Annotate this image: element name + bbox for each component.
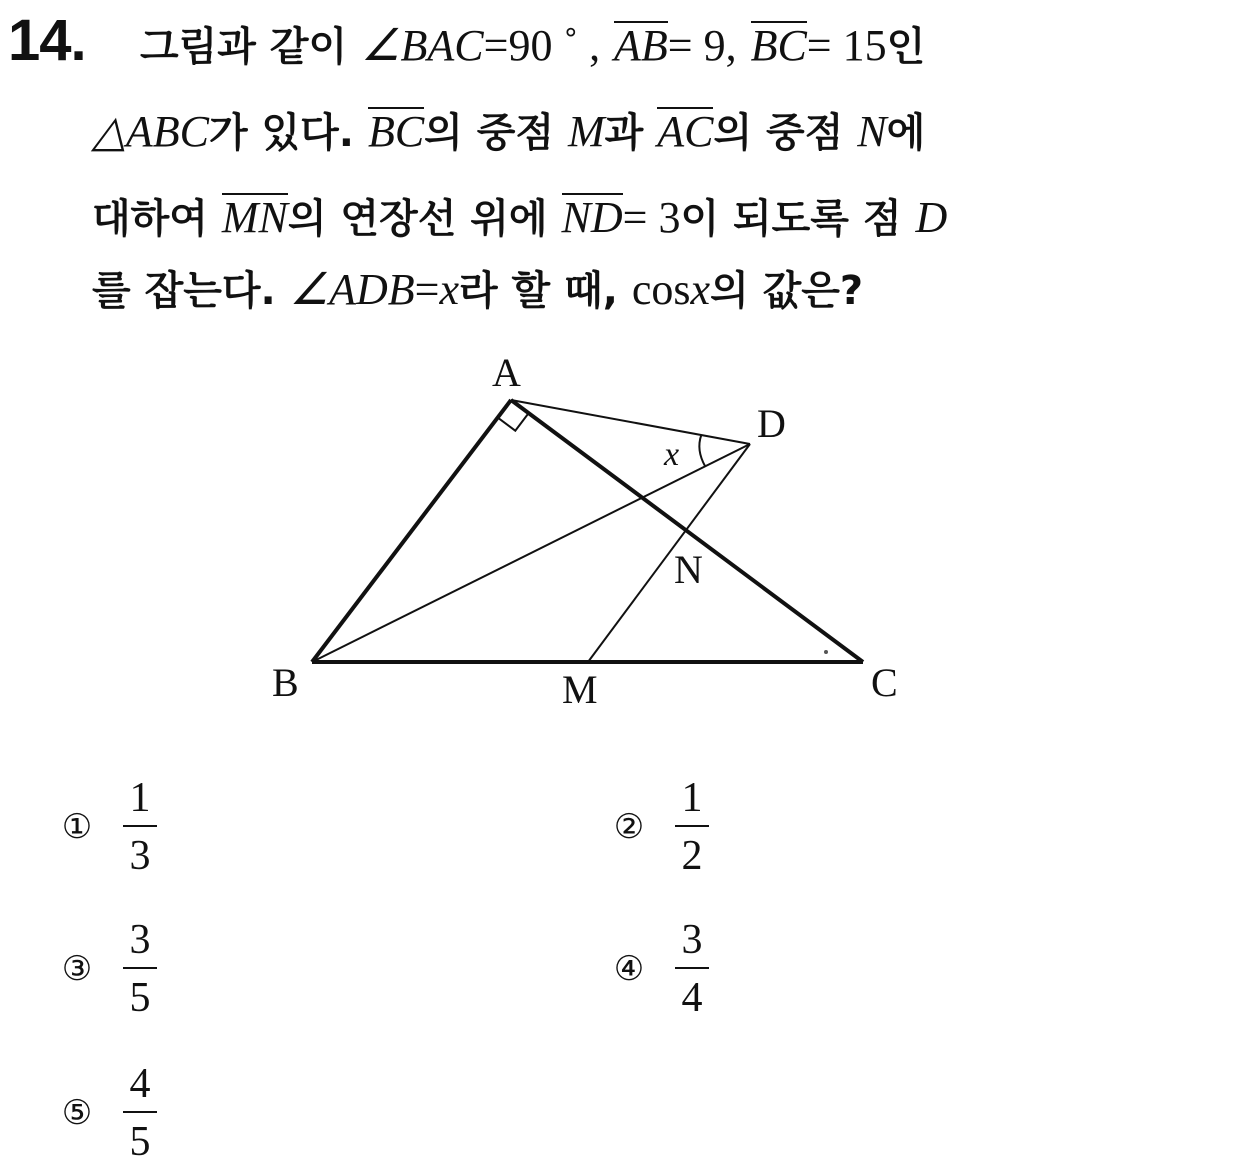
math-var-x: x xyxy=(690,265,711,314)
stem-text: 가 있다. xyxy=(208,110,354,156)
math-triangle-abc: △ABC xyxy=(92,107,209,156)
numerator: 4 xyxy=(129,1061,151,1107)
denominator: 4 xyxy=(681,975,703,1021)
math-point-d: D xyxy=(915,193,948,242)
label-n: N xyxy=(674,547,703,592)
choice-mark: ⑤ xyxy=(61,1093,93,1133)
fraction-bar xyxy=(675,825,709,827)
fraction-bar xyxy=(123,825,157,827)
math-angle-adb: ∠ADB xyxy=(289,265,415,314)
math-point-m: M xyxy=(567,107,605,156)
fraction-bar xyxy=(123,967,157,969)
choice-mark: ③ xyxy=(61,949,93,989)
stem-text: 의 연장선 위에 xyxy=(287,196,548,242)
numerator: 3 xyxy=(681,917,703,963)
stem-text: 의 값은? xyxy=(710,268,864,314)
tick-mark-c xyxy=(824,650,828,654)
numerator: 1 xyxy=(129,775,151,821)
math-angle-bac: ∠BAC xyxy=(361,21,484,70)
math-segment-ab: AB xyxy=(614,21,668,70)
stem-text: 인 xyxy=(886,24,926,70)
math-eq-9: = 9, xyxy=(667,21,737,70)
question-number: 14. xyxy=(8,8,86,73)
choice-mark: ① xyxy=(61,807,93,847)
math-eq-3: = 3 xyxy=(622,193,681,242)
stem-line-1 xyxy=(140,18,925,74)
math-cos: cos xyxy=(631,265,691,314)
stem-text: 과 xyxy=(604,110,644,156)
label-m: M xyxy=(562,667,598,712)
choice-3[interactable] xyxy=(55,917,157,1021)
math-segment-ac: AC xyxy=(657,107,714,156)
angle-x-arc xyxy=(699,435,705,466)
numerator: 1 xyxy=(681,775,703,821)
segment-bd xyxy=(312,444,750,662)
math-segment-bc: BC xyxy=(367,107,425,156)
label-x: x xyxy=(664,436,680,473)
choice-4[interactable] xyxy=(607,917,709,1021)
denominator: 3 xyxy=(129,833,151,879)
fraction xyxy=(123,1061,157,1165)
stem-text: 대하여 xyxy=(92,196,208,242)
label-d: D xyxy=(757,401,786,446)
stem-line-4 xyxy=(92,262,863,318)
fraction xyxy=(123,917,157,1021)
label-b: B xyxy=(272,660,299,705)
math-segment-mn: MN xyxy=(221,193,288,242)
fraction xyxy=(675,917,709,1021)
math-var-x: x xyxy=(439,265,459,314)
math-point-n: N xyxy=(857,107,887,156)
fraction-bar xyxy=(123,1111,157,1113)
choice-mark: ② xyxy=(613,807,645,847)
stem-text: 이 되도록 점 xyxy=(680,196,902,242)
fraction-bar xyxy=(675,967,709,969)
segment-ad xyxy=(511,400,750,444)
fraction xyxy=(675,775,709,879)
stem-text: 의 중점 xyxy=(713,110,844,156)
denominator: 2 xyxy=(681,833,703,879)
numerator: 3 xyxy=(129,917,151,963)
stem-text: 라 할 때, xyxy=(458,268,618,314)
stem-line-3 xyxy=(92,190,947,246)
right-angle-marker xyxy=(498,413,529,431)
choice-2[interactable] xyxy=(607,775,709,879)
denominator: 5 xyxy=(129,1119,151,1165)
segment-ac xyxy=(511,400,863,662)
choice-1[interactable] xyxy=(55,775,157,879)
math-eq-90: =90 ˚ , xyxy=(483,21,601,70)
choice-5[interactable] xyxy=(55,1061,157,1165)
choice-mark: ④ xyxy=(613,949,645,989)
stem-text: 의 중점 xyxy=(424,110,555,156)
stem-text: 그림과 같이 xyxy=(140,24,348,70)
stem-text: 에 xyxy=(886,110,926,156)
fraction xyxy=(123,775,157,879)
label-c: C xyxy=(871,660,898,705)
denominator: 5 xyxy=(129,975,151,1021)
math-eq-15: = 15 xyxy=(806,21,887,70)
math-eq: = xyxy=(414,265,440,314)
segment-ab xyxy=(312,400,511,662)
segment-md xyxy=(588,444,750,662)
math-segment-bc: BC xyxy=(750,21,807,70)
label-a: A xyxy=(492,350,521,395)
math-segment-nd: ND xyxy=(561,193,623,242)
stem-line-2 xyxy=(92,104,925,160)
stem-text: 를 잡는다. xyxy=(92,268,276,314)
